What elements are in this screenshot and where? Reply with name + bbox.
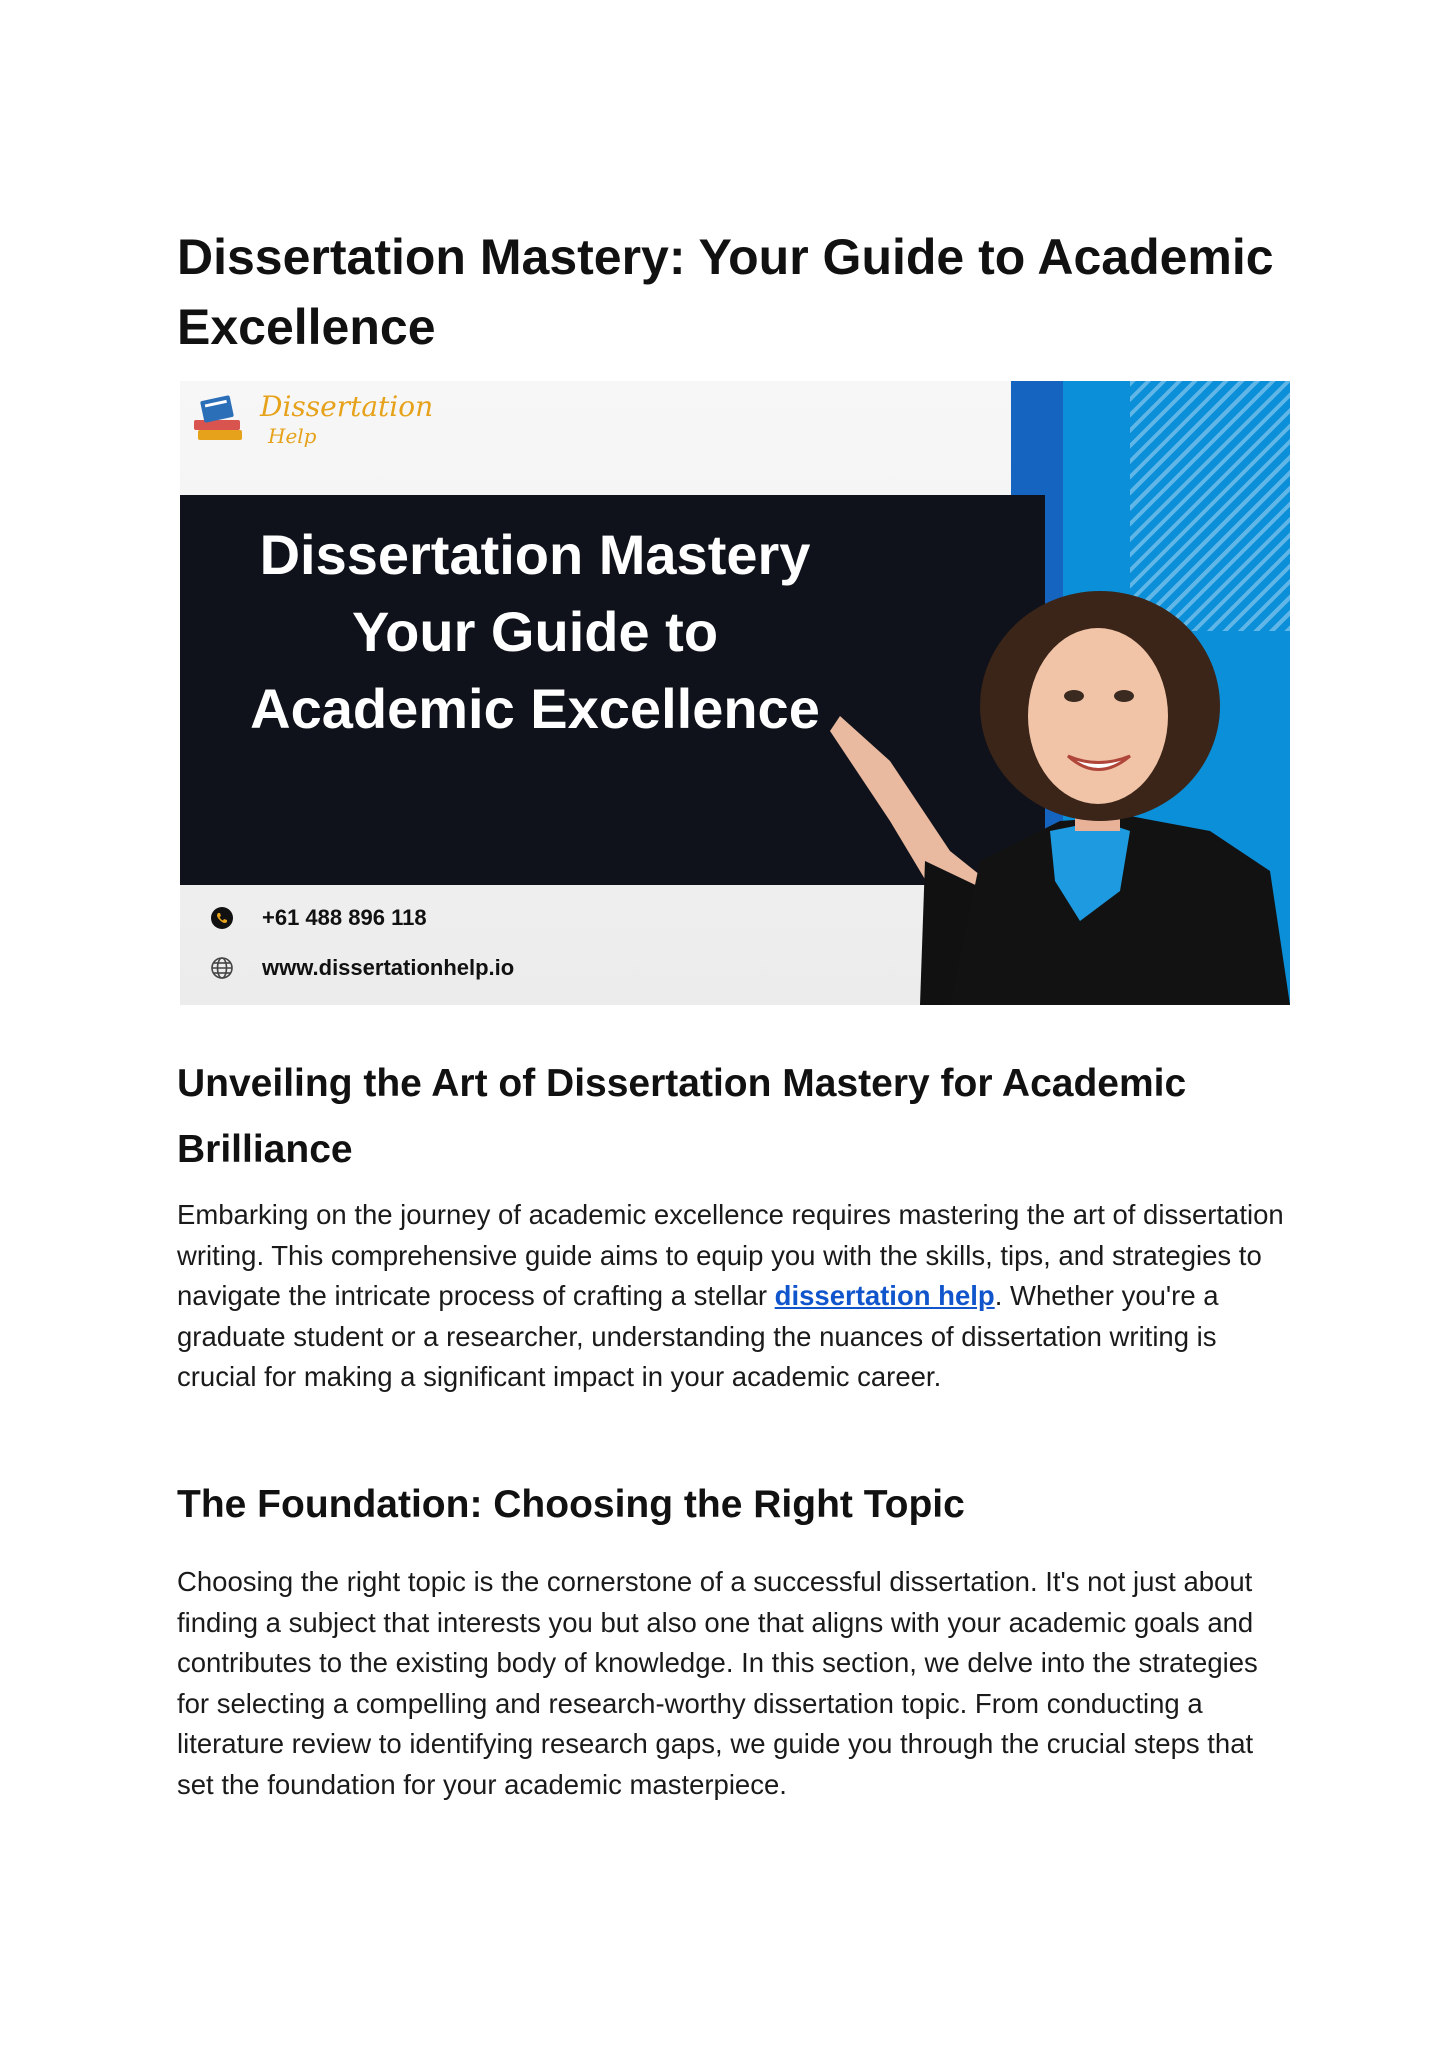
headline-line: Dissertation Mastery	[259, 523, 811, 586]
banner-image	[180, 381, 1290, 1005]
presenter-photo	[830, 531, 1290, 1005]
banner-headline	[180, 516, 890, 747]
section-heading-unveiling: Unveiling the Art of Dissertation Mastery for Academic Brilliance	[177, 1062, 1187, 1171]
books-icon	[188, 390, 250, 452]
logo-title: Dissertation	[260, 390, 434, 423]
phone-number: +61 488 896 118	[262, 905, 427, 930]
banner-website	[210, 955, 514, 981]
intro-text-start: Embarking on the journey of academic excellence requires mastering the art of dissertation writing. This comprehensive guide aims to equip you with the skills, tips, and strategies to navigate the intricate process of crafting a stellar	[177, 1199, 1284, 1312]
intro-paragraph	[177, 1195, 1297, 1398]
website-url: www.dissertationhelp.io	[262, 955, 515, 980]
section-heading-foundation: The Foundation: Choosing the Right Topic	[177, 1483, 965, 1526]
foundation-paragraph: Choosing the right topic is the cornerstone of a successful dissertation. It's not just about finding a subject that interests you but also one that aligns with your academic goals and contributes to the existing body of knowledge. In this section, we delve into the strategies for selecting a compelling and research-worthy dissertation topic. From conducting a literature review to identifying research gaps, we guide you through the crucial steps that set the foundation for your academic masterpiece.	[177, 1566, 1258, 1800]
headline-line: Academic Excellence	[250, 677, 820, 740]
logo	[188, 386, 448, 456]
phone-icon	[210, 906, 234, 930]
globe-icon	[210, 956, 234, 980]
dissertation-help-link[interactable]: dissertation help	[774, 1280, 995, 1312]
document-title: Dissertation Mastery: Your Guide to Academic Excellence	[177, 229, 1274, 355]
logo-subtitle: Help	[268, 424, 317, 448]
headline-line: Your Guide to	[351, 600, 719, 663]
banner-phone	[210, 905, 427, 931]
intro-text-end: . Whether you're a graduate student or a researcher, understanding the nuances of dissertation writing is crucial for making a significant impact in your academic career.	[177, 1280, 1219, 1393]
